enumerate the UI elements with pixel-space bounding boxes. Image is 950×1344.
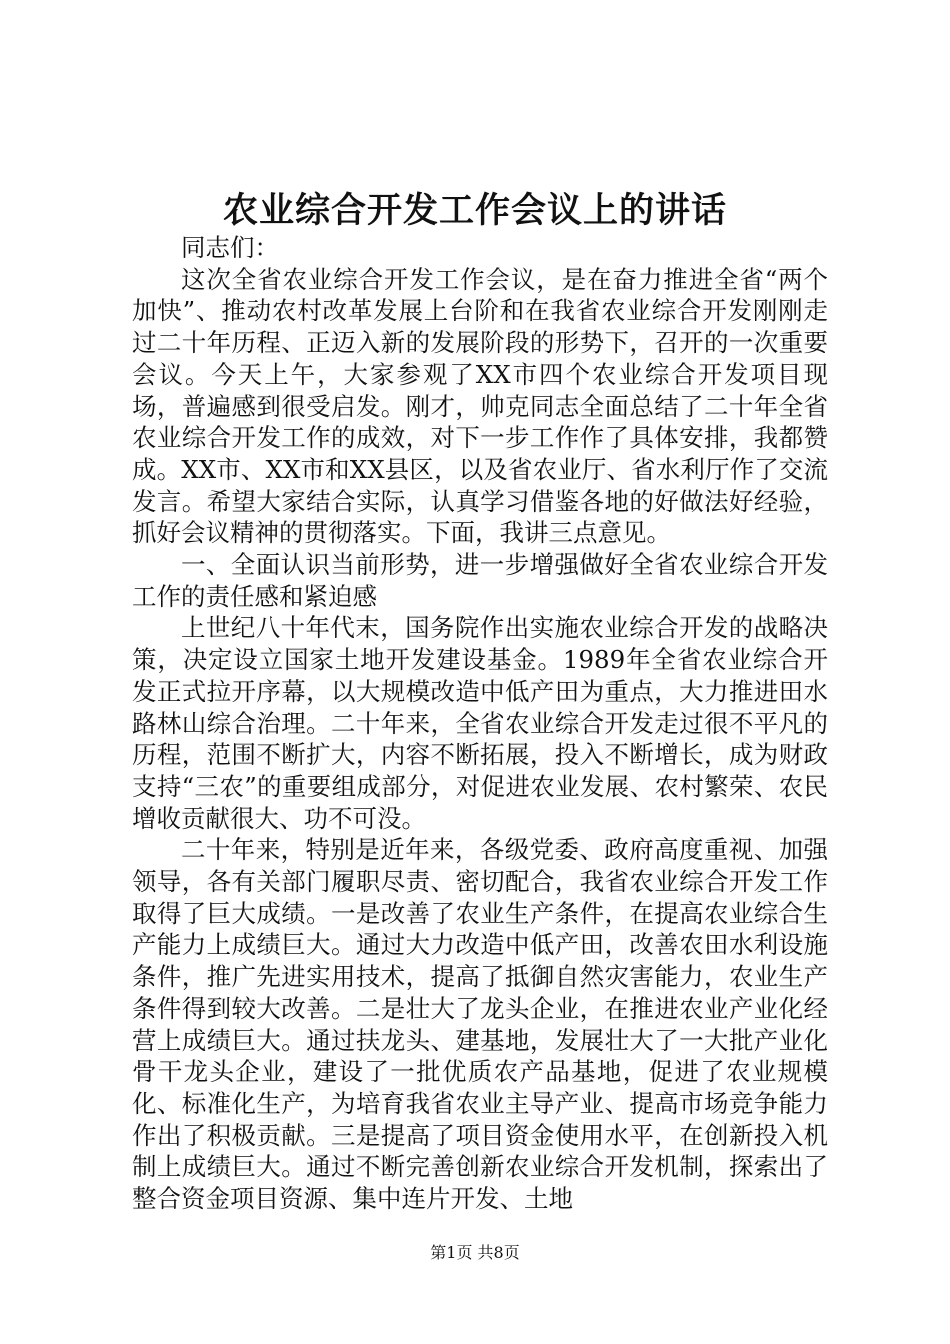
document-body — [132, 232, 828, 1215]
document-title: 农业综合开发工作会议上的讲话 — [222, 190, 727, 231]
salutation: 同志们： — [181, 233, 279, 262]
page-footer: 第1页 共8页 — [430, 1243, 520, 1262]
paragraph-history: 上世纪八十年代末，国务院作出实施农业综合开发的战略决策，决定设立国家土地开发建设基金。1989年全省农业综合开发正式拉开序幕，以大规模改造中低产田为重点，大力推进田水路林山综合治理。二十年来，全省农业综合开发走过很不平凡的历程，范围不断扩大，内容不断拓展，投入不断增长，成为财政支持“三农”的重要组成部分，对促进农业发展、农村繁荣、农民增收贡献很大、功不可没。 — [132, 613, 828, 833]
paragraph-intro: 这次全省农业综合开发工作会议，是在奋力推进全省“两个加快”、推动农村改革发展上台阶和在我省农业综合开发刚刚走过二十年历程、正迈入新的发展阶段的形势下，召开的一次重要会议。今天上午，大家参观了XX市四个农业综合开发项目现场，普遍感到很受启发。刚才，帅克同志全面总结了二十年全省农业综合开发工作的成效，对下一步工作作了具体安排，我都赞成。XX市、XX市和XX县区，以及省农业厅、省水利厅作了交流发言。希望大家结合实际，认真学习借鉴各地的好做法好经验，抓好会议精神的贯彻落实。下面，我讲三点意见。 — [132, 264, 828, 548]
paragraph-achievements: 二十年来，特别是近年来，各级党委、政府高度重视、加强领导，各有关部门履职尽责、密切配合，我省农业综合开发工作取得了巨大成绩。一是改善了农业生产条件，在提高农业综合生产能力上成绩巨大。通过大力改造中低产田，改善农田水利设施条件，推广先进实用技术，提高了抵御自然灾害能力，农业生产条件得到较大改善。二是壮大了龙头企业，在推进农业产业化经营上成绩巨大。通过扶龙头、建基地，发展壮大了一大批产业化骨干龙头企业，建设了一批优质农产品基地，促进了农业规模化、标准化生产，为培育我省农业主导产业、提高市场竞争能力作出了积极贡献。三是提高了项目资金使用水平，在创新投入机制上成绩巨大。通过不断完善创新农业综合开发机制，探索出了整合资金项目资源、集中连片开发、土地 — [132, 835, 828, 1214]
section-heading-1: 一、全面认识当前形势，进一步增强做好全省农业综合开发工作的责任感和紧迫感 — [132, 550, 828, 611]
